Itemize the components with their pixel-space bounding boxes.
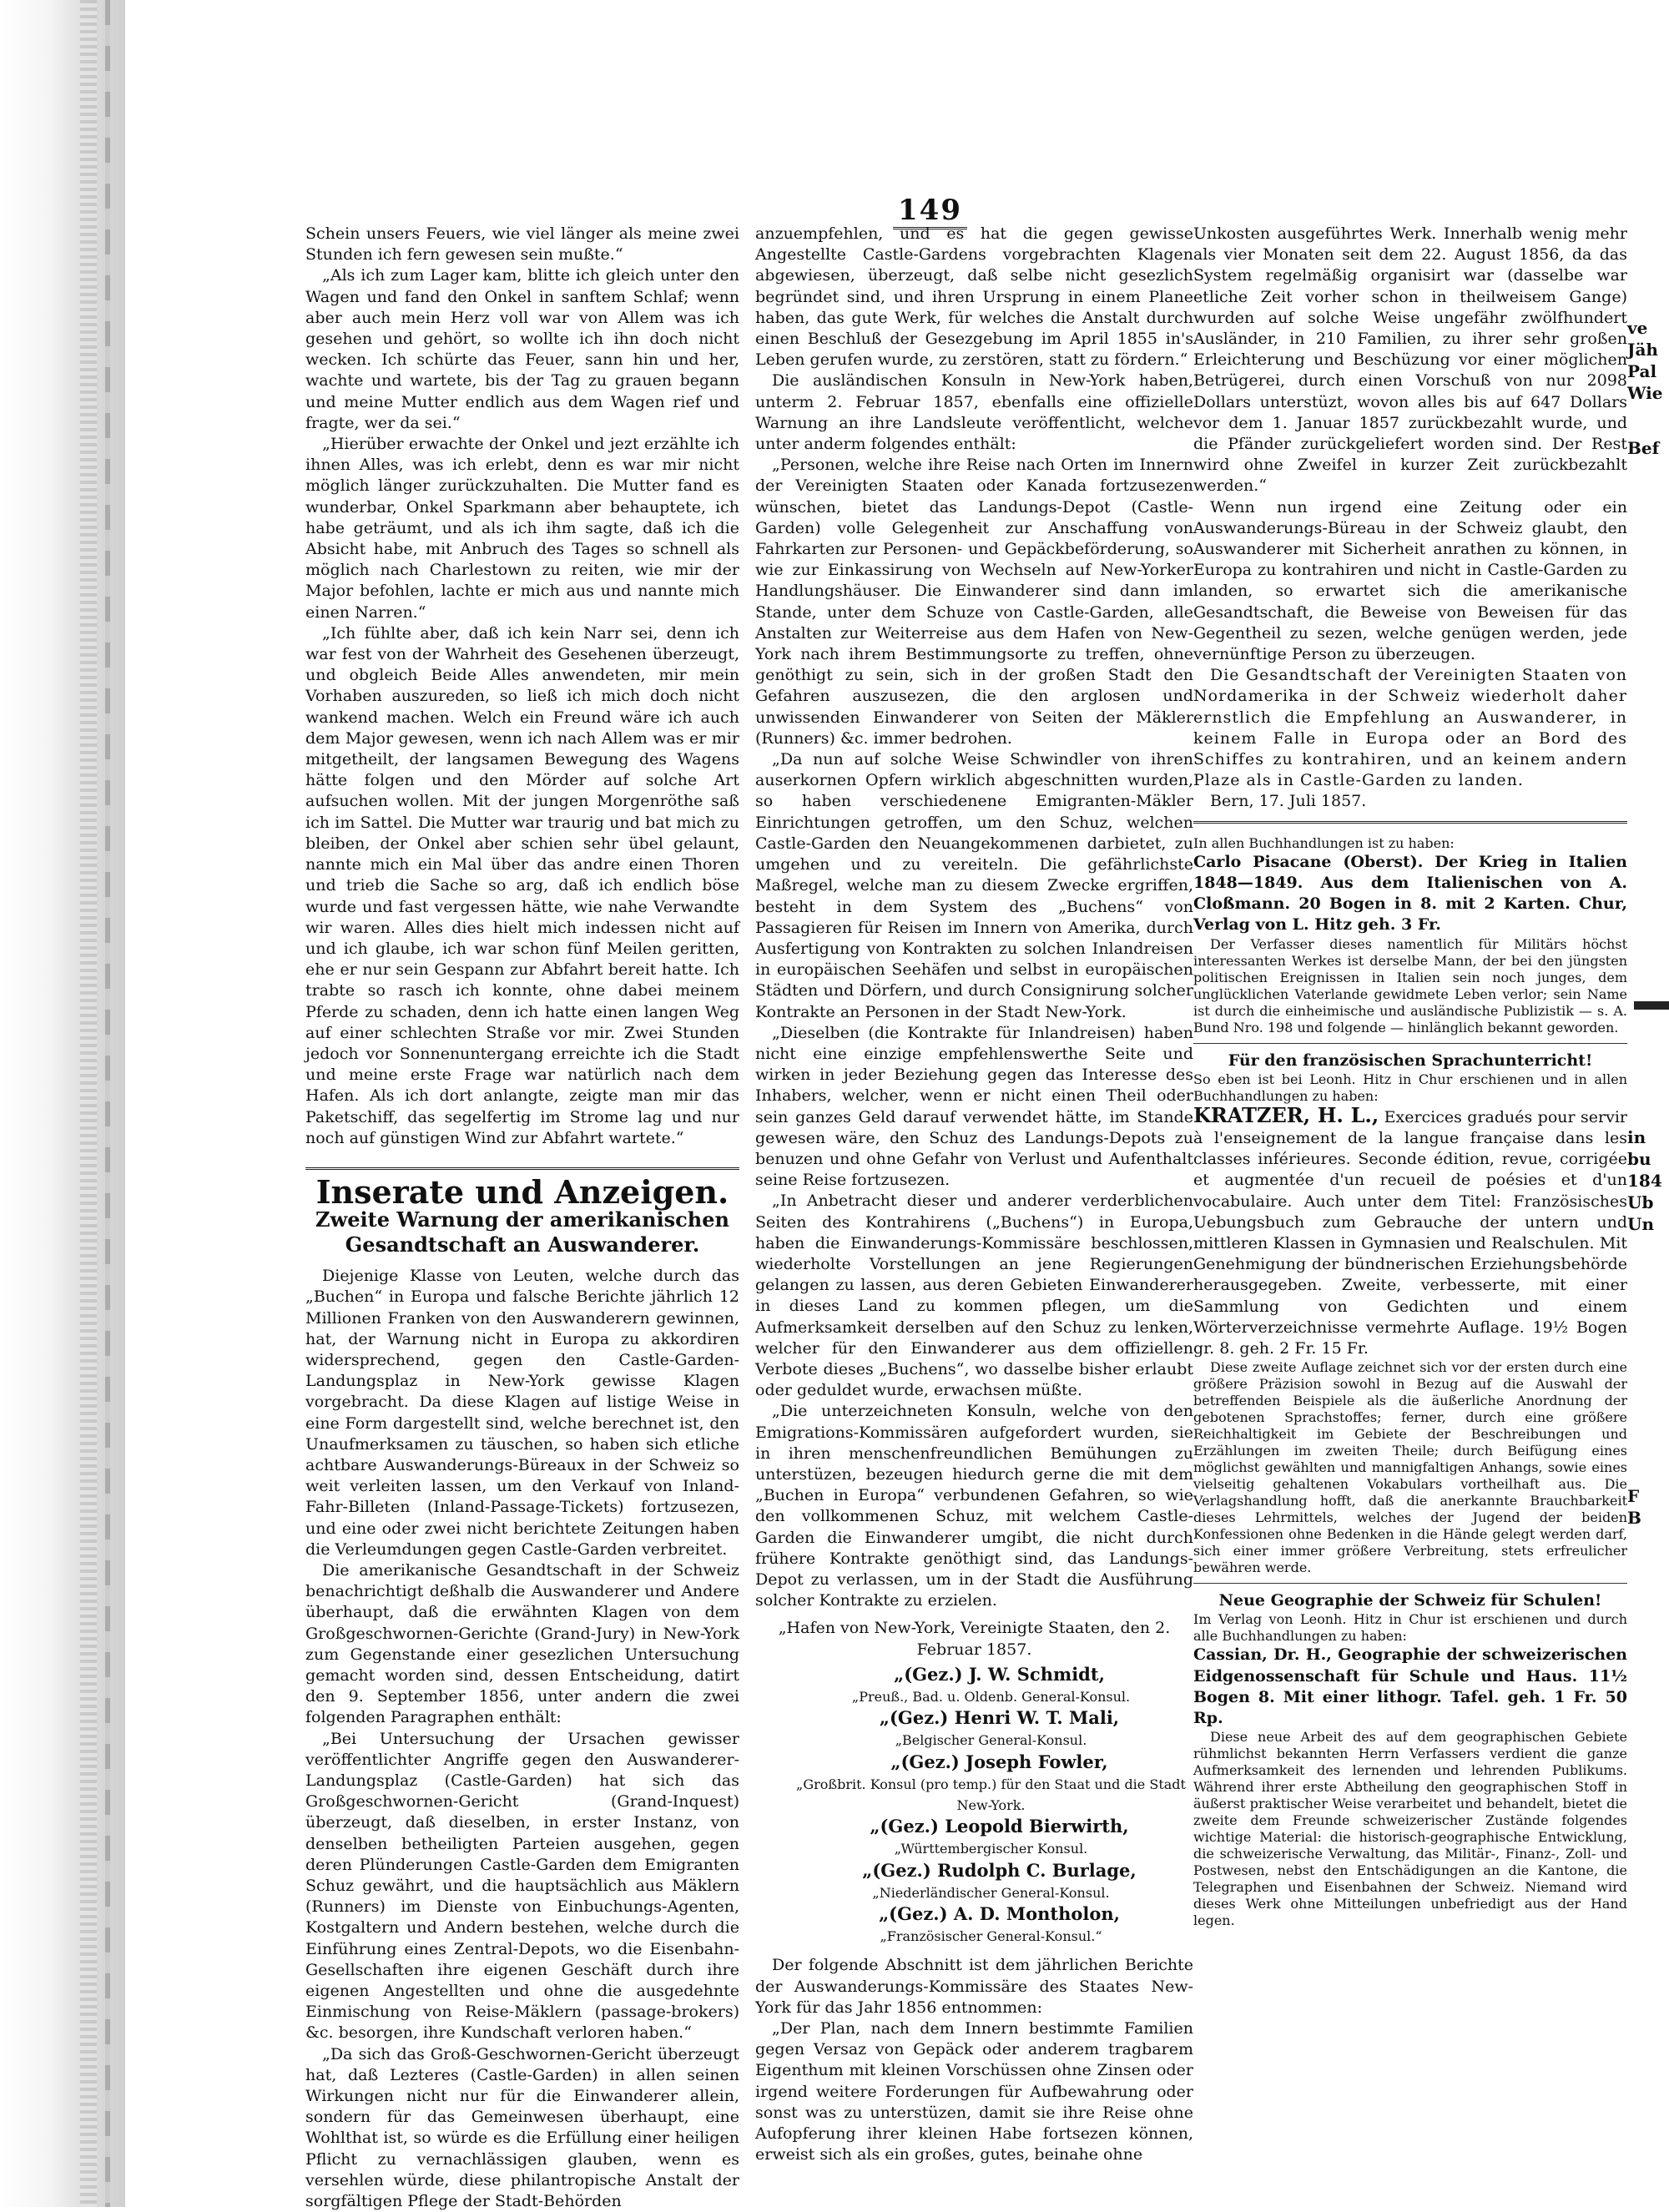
column-2 — [755, 224, 1193, 2165]
signature-role: „Großbrit. Konsul (pro temp.) für den Staat und die Stadt New-York. — [796, 1776, 1186, 1814]
ad-divider — [1193, 821, 1627, 824]
ad-paragraph: Die amerikanische Gesandtschaft in der Schweiz benachrichtigt deßhalb die Auswanderer und Andere überhaupt, daß die erwähnten Klagen von dem Großgeschwornen-Gerichte (Grand-Jury) in New-York zum Gegenstande einer gesezlichen Untersuchung gemacht worden sind, dessen Entscheidung, datirt den 9. September 1856, unter andern die zwei folgenden Paragraphen enthält: — [305, 1560, 739, 1727]
signature-role: „Französischer General-Konsul.“ — [880, 1928, 1102, 1945]
ad-book-title: Carlo Pisacane (Oberst). Der Krieg in Italien 1848—1849. Aus dem Italienischen von A. Cloßmann. 20 Bogen in 8. mit 2 Karten. Chur, Verlag von L. Hitz geh. 3 Fr. — [1193, 852, 1627, 935]
section-title: Inserate und Anzeigen. — [315, 1172, 729, 1211]
ad-paragraph: Diejenige Klasse von Leuten, welche durch das „Buchen“ in Europa und falsche Berichte jährlich 12 Millionen Franken von den Auswanderern gewinnen, hat, der Warnung nicht in Europa zu akkordiren widersprechend, gegen den Castle-Garden-Landungsplaz in New-York gewisse Klagen vorgebracht. Da diese Klagen auf listige Weise in eine Form dargestellt sind, welche berechnet ist, den Unaufmerksamen zu täuschen, so haben sich etliche achtbare Auswanderungs-Büreaux in der Schweiz so weit verleiten lassen, um den Verkauf von Inland-Fahr-Billeten (Inland-Passage-Tickets) fortzusezen, und eine oder zwei nicht berichtete Zeitungen haben die Verleumdungen gegen Castle-Garden verbreitet. — [305, 1267, 739, 1559]
col1-paragraph: „Ich fühlte aber, daß ich kein Narr sei, denn ich war fest von der Wahrheit des Gesehenen überzeugt, und obgleich Beide Alles anwendeten, mir mein Vorhaben auszureden, so ließ ich mich doch nicht wankend machen. Welch ein Freund wäre ich auch dem Major gewesen, wenn ich nach Allem was er mir mitgetheilt, der langsamen Bewegung des Wagens hätte folgen und den Mörder auf solche Art aufsuchen wollen. Mit der jungen Morgenröthe saß ich im Sattel. Die Mutter war traurig und bat mich zu bleiben, der Onkel aber schien sehr übel gelaunt, nannte mich ein Mal über das andre einen Thoren und trieb die Sache so arg, daß ich endlich böse wurde und fast vergessen hätte, wie nahe Verwandte wir waren. Alles dies hielt mich indessen nicht auf und ich glaube, ich war schon fünf Meilen geritten, ehe er nur sein Gespann zur Abfahrt bereit hatte. Ich trabte so rasch ich konnte, ohne dabei meinem Pferde zu schaden, denn ich hatte einen langen Weg auf einer schlechten Straße vor mir. Zwei Stunden jedoch vor Sonnenuntergang erreichte ich die Stadt und meine erste Frage war natürlich nach dem Hafen. Als ich dort anlangte, zeigte man mir das Paketschiff, das segelfertig im Strome lag und nur noch auf günstigen Wind zur Abfahrt wartete.“ — [305, 623, 739, 1147]
edge-fragment: ve — [1627, 318, 1648, 338]
edge-fragment: B — [1627, 1508, 1641, 1528]
col2-paragraph: „Dieselben (die Kontrakte für Inlandreisen) haben nicht eine einzige empfehlenswerthe Seite und wirken in jeder Beziehung gegen das Interesse des Inhabers, welcher, wenn er nicht einen Theil oder sein ganzes Geld darauf verwendet hätte, im Stande gewesen wäre, den Schuz des Landungs-Depots zu benuzen und ohne Gefahr von Verlust und Aufenthalt seine Reise fortzusezen. — [755, 1023, 1193, 1190]
ad-book-title: Exercices gradués pour servir à l'enseignement de la langue française dans les classes inférieures. Seconde édition, revue, corrigée et augmentée d'un recueil de poésies et d'un vocabulaire. Auch unter dem Titel: Französisches Uebungsbuch zum Gebrauche der untern und mittleren Klassen in Gymnasien und Realschulen. Mit Genehmigung der bündnerischen Erziehungsbehörde herausgegeben. Zweite, verbesserte, mit einer Sammlung von Gedichten und einem Wörterverzeichnisse vermehrte Auflage. 19½ Bogen gr. 8. geh. 2 Fr. 15 Fr. — [1193, 1107, 1627, 1358]
signature-role: „Belgischer General-Konsul. — [895, 1732, 1087, 1749]
column-1 — [305, 224, 739, 2212]
col2-paragraph: anzuempfehlen, und es hat die gegen gewisse Angestellte Castle-Gardens vorgebrachten Klagen abgewiesen, überzeugt, daß selbe nicht gesezlich begründet sind, und ihren Ursprung in einem Plane haben, das gute Werk, für welches die Anstalt durch einen Beschluß der Gesezgebung im April 1855 in's Leben gerufen wurde, zu zerstören, statt zu fördern.“ — [755, 224, 1193, 370]
page-number: 149 — [893, 194, 967, 229]
signature-block — [789, 1664, 1193, 1947]
col1-paragraph: Schein unsers Feuers, wie viel länger als meine zwei Stunden ich fern gewesen sein mußte.“ — [305, 224, 739, 265]
signature-name: „(Gez.) Henri W. T. Mali, — [879, 1707, 1120, 1729]
signature-role: „Preuß., Bad. u. Oldenb. General-Konsul. — [851, 1689, 1131, 1706]
edge-fragment: Bef — [1627, 438, 1660, 458]
ad-intro: Im Verlag von Leonh. Hitz in Chur ist erschienen und durch alle Buchhandlungen zu haben: — [1193, 1611, 1627, 1645]
signature-name: „(Gez.) Leopold Bierwirth, — [870, 1816, 1129, 1837]
signature-role: „Niederländischer General-Konsul. — [872, 1884, 1110, 1901]
edge-fragment: Un — [1627, 1214, 1654, 1234]
scanned-gutter — [0, 0, 125, 2207]
ad-intro: So eben ist bei Leonh. Hitz in Chur erschienen und in allen Buchhandlungen zu haben: — [1193, 1071, 1627, 1104]
edge-fragment: 184 — [1627, 1171, 1662, 1191]
report-paragraph: „Der Plan, nach dem Innern bestimmte Familien gegen Versaz von Gepäck oder anderem tragbarem Eigenthum mit kleinen Vorschüssen ohne Zinsen oder irgend weitere Forderungen für Aufbewahrung oder sonst was zu unterstüzen, damit sie ihre Reise ohne Aufopferung ihrer kleinen Habe fortsezen können, erweist sich als ein großes, gutes, beinahe ohne — [755, 2019, 1193, 2164]
edge-fragment: in — [1627, 1127, 1646, 1147]
edge-rule — [1634, 1001, 1669, 1010]
section-divider — [305, 1167, 739, 1170]
signature-name: „(Gez.) A. D. Montholon, — [879, 1903, 1120, 1925]
ad-book-entry — [1193, 1102, 1627, 1359]
ad-title: Zweite Warnung der amerikanischen Gesandtschaft an Auswanderer. — [315, 1207, 729, 1257]
ad-book-title: Cassian, Dr. H., Geographie der schweizerischen Eidgenossenschaft für Schule und Haus. 11½ Bogen 8. Mit einer lithogr. Tafel. geh. 1 Fr. 50 Rp. — [1193, 1645, 1627, 1727]
ad-paragraph: „Bei Untersuchung der Ursachen gewisser veröffentlichter Angriffe gegen den Auswanderer-Landungsplaz (Castle-Garden) hat sich das Großgeschwornen-Gericht (Grand-Inquest) überzeugt, daß dieselben, in erster Instanz, von denselben betheiligten Parteien ausgehen, gegen deren Plünderungen Castle-Garden dem Emigranten Schuz gewährt, und die hauptsächlich aus Mäklern (Runners) im Dienste von Einbuchungs-Agenten, Kostgaltern und Andern bestehen, welche durch die Einführung eines Zentral-Depots, wo die Eisenbahn-Gesellschaften ihre eigenen Geschäft durch ihre eigenen Angestellten und ohne die ausgedehnte Einmischung von Reise-Mäklern (passage-brokers) &c. besorgen, ihre Kundschaft verloren haben.“ — [305, 1729, 739, 2043]
col2-paragraph: „Da nun auf solche Weise Schwindler von ihren auserkornen Opfern wirklich abgeschnitten wurden, so haben verschiedenene Emigranten-Mäkler Einrichtungen getroffen, um den Schuz, welchen Castle-Garden den Neuangekommenen darbietet, zu umgehen und zu vereiteln. Die gefährlichste Maßregel, welche man zu diesem Zwecke ergriffen, besteht in dem System des „Buchens“ von Passagieren für Reisen im Innern von Amerika, durch Ausfertigung von Kontrakten zu solchen Inlandreisen in europäischen Seehäfen und selbst in europäischen Städten und Dörfern, und durch Consignirung solcher Kontrakte an Personen in der Stadt New-York. — [755, 750, 1193, 1021]
signature — [789, 1903, 1193, 1947]
ad-divider — [1193, 1043, 1627, 1044]
place-date: „Hafen von New-York, Vereinigte Staaten, den 2. Februar 1857. — [778, 1619, 1171, 1659]
gutter-shadow — [80, 0, 97, 2207]
adjacent-page-fragment — [1627, 317, 1669, 1529]
ad-paragraph: „Da sich das Groß-Geschwornen-Gericht überzeugt hat, daß Lezteres (Castle-Garden) in allen seinen Wirkungen nicht nur für die Einwanderer allein, sondern für das Gemeinwesen überhaupt, eine Wohlthat ist, so würde es die Erfüllung einer heiligen Pflicht zu vernachlässigen glauben, wenn es versehlen würde, diese philantropische Anstalt der sorgfältigen Pflege der Stadt-Behörden — [305, 2044, 739, 2211]
col1-paragraph: „Hierüber erwachte der Onkel und jezt erzählte ich ihnen Alles, was ich erlebt, denn es war mir nicht möglich länger zurückzuhalten. Die Mutter fand es wunderbar, Onkel Sparkmann aber behauptete, ich habe geträumt, und als ich ihm sagte, daß ich die Absicht habe, mit Anbruch des Tages so schnell als möglich nach Charlestown zu reiten, wie mir der Major befohlen, lachte er mich aus und nannte mich einen Narren.“ — [305, 435, 739, 622]
signature — [789, 1751, 1193, 1816]
ad-text: Diese neue Arbeit des auf dem geographischen Gebiete rühmlichst bekannten Herrn Verfassers verdient die ganze Aufmerksamkeit des lernenden und lehrenden Publikums. Während ihrer erste Abtheilung den geographischen Stoff in äußerst praktischer Weise verarbeitet und behandelt, bietet die zweite dem Freunde schweizerischer Zustände folgendes wichtige Material: die historisch-geographische Entwicklung, die schweizerische Verwaltung, das Militär-, Finanz-, Zoll- und Postwesen, nebst den Entschädigungen an die Kantone, die Telegraphen und Eisenbahnen der Schweiz. Niemand wird dieses Werk ohne Mitteilungen unbefriedigt aus der Hand legen. — [1193, 1729, 1627, 1929]
dateline: Bern, 17. Juli 1857. — [1210, 792, 1367, 811]
signature — [789, 1816, 1193, 1859]
col2-paragraph: „In Anbetracht dieser und anderer verderblichen Seiten des Kontrahirens („Buchens“) in Europa, haben die Einwanderungs-Kommissäre beschlossen, wiederholte Vorstellungen an jene Regierungen gelangen zu lassen, aus deren Gebieten Einwanderer in dieses Land zu kommen pflegen, um die Aufmerksamkeit derselben auf den Schuz zu lenken, welcher für den Einwanderer aus dem offiziellen Verbote dieses „Buchens“, wo dasselbe bisher erlaubt oder geduldet wurde, erwachsen müßte. — [755, 1192, 1193, 1400]
edge-fragment: F — [1627, 1486, 1640, 1506]
signature — [789, 1664, 1193, 1707]
ad-intro: In allen Buchhandlungen ist zu haben: — [1193, 834, 1455, 851]
edge-fragment: Wie — [1627, 383, 1663, 403]
col3-paragraph: Die Gesandtschaft der Vereinigten Staaten von Nordamerika in der Schweiz wiederholt daher ernstlich die Empfehlung an Auswanderer, in keinem Falle in Europa oder an Bord des Schiffes zu kontrahiren, und an keinem andern Plaze als in Castle-Garden zu landen. — [1193, 666, 1627, 790]
col1-paragraph: „Als ich zum Lager kam, blitte ich gleich unter den Wagen und fand den Onkel in sanftem Schlaf; wenn aber auch mein Herz voll war von Allem was ich gesehen und gehört, so wollte ich ihn doch nicht wecken. Ich schürte das Feuer, sann hin und her, wachte und wartete, bis der Tag zu grauen begann und meine Mutter endlich aus dem Wagen rief und fragte, wer da sei.“ — [305, 266, 739, 432]
column-3 — [1193, 224, 1627, 1929]
edge-fragment: Jäh — [1627, 340, 1658, 360]
col2-paragraph: „Personen, welche ihre Reise nach Orten im Innern der Vereinigten Staaten oder Kanada fortzusezen wünschen, bietet das Landungs-Depot (Castle-Garden) volle Gelegenheit zur Anschaffung von Fahrkarten zur Personen- und Gepäckbeförderung, so wie zur Einkassirung von Wechseln auf New-Yorker Handlungshäuser. Die Einwanderer sind dann im Stande, unter dem Schuze von Castle-Garden, alle Anstalten zur Weiterreise aus dem Hafen von New-York nach ihrem Bestimmungsorte zu treffen, ohne genöthigt zu sein, sich in der großen Stadt den Gefahren auszusezen, die den arglosen und unwissenden Einwanderer von Seiten der Mäkler (Runners) &c. immer bedrohen. — [755, 456, 1193, 748]
signature — [789, 1860, 1193, 1903]
signature-name: „(Gez.) Joseph Fowler, — [890, 1751, 1108, 1772]
col2-paragraph: Die ausländischen Konsuln in New-York haben, unterm 2. Februar 1857, ebenfalls eine offizielle Warnung an ihre Landsleute veröffentlicht, welche unter anderm folgendes enthält: — [755, 371, 1193, 454]
edge-fragment: Ub — [1627, 1192, 1654, 1212]
col2-paragraph: „Die unterzeichneten Konsuln, welche von den Emigrations-Kommissären aufgefordert wurden, sie in ihren menschenfreundlichen Bemühungen zu unterstüzen, bezeugen hiedurch gerne die mit dem „Buchen in Europa“ verbundenen Gefahren, so wie den vollkommenen Schuz, mit welchem Castle-Garden die Einwanderer umgibt, die nicht durch frühere Kontrakte genöthigt sind, das Landungs-Depot zu verlassen, um in der Stadt die Ausführung solcher Kontrakte zu erzielen. — [755, 1402, 1193, 1610]
ad-heading: Neue Geographie der Schweiz für Schulen! — [1218, 1591, 1602, 1610]
report-paragraph: Der folgende Abschnitt ist dem jährlichen Berichte der Auswanderungs-Kommissäre des Staates New-York für das Jahr 1856 entnommen: — [755, 1956, 1193, 2017]
col3-paragraph: Unkosten ausgeführtes Werk. Innerhalb wenig mehr als vier Monaten seit dem 22. August 1856, da das System regelmäßig organisirt war (dasselbe war etliche Zeit vorher schon in theilweisem Gange) wurden auf solche Weise ungefähr zwölfhundert Ausländer, in 210 Familien, zu ihrer sehr großen Erleichterung und Beschüzung vor einer möglichen Betrügerei, durch einen Vorschuß von nur 2098 Dollars unterstüzt, wovon alles bis auf 647 Dollars vor dem 1. Januar 1857 zurückbezahlt wurde, und die Pfänder zurückgeliefert worden sind. Der Rest wird ohne Zweifel in kurzer Zeit zurückbezahlt werden.“ — [1193, 224, 1627, 496]
ad-heading: Für den französischen Sprachunterricht! — [1228, 1051, 1593, 1070]
ad-divider — [1193, 1583, 1627, 1584]
edge-fragment: bu — [1627, 1149, 1651, 1169]
edge-fragment: Pal — [1627, 361, 1657, 381]
ad-text: Der Verfasser dieses namentlich für Militärs höchst interessanten Werkes ist derselbe Mann, der bei den jüngsten politischen Ereignissen in Italien sein noch junges, dem unglücklichen Vaterlande gewidmete Leben verlor; sein Name ist durch die einheimische und ausländische Publizistik — s. A. Bund Nro. 198 und folgende — hinlänglich bekannt geworden. — [1193, 935, 1627, 1035]
ad-author: KRATZER, H. L., — [1193, 1102, 1379, 1127]
ad-text: Diese zweite Auflage zeichnet sich vor der ersten durch eine größere Präzision sowohl in Bezug auf die Auswahl der betreffenden Beispiele als die äußerliche Anordnung der gebotenen Sprachstoffes; ferner, durch eine größere Reichhaltigkeit im Gebiete der Beschreibungen und Erzählungen im zweiten Theile; durch Beifügung eines möglichst gewählten und mannigfaltigen Anhangs, sowie eines vielseitig gehaltenen Vokabulars vortheilhaft aus. Die Verlagshandlung hofft, daß die anerkannte Brauchbarkeit dieses Lehrmittels, welches der Jugend der beiden Konfessionen ohne Bedenken in die Hände gelegt werden darf, sich einer immer größere Verbreitung, stets erfreulicher bewähren werde. — [1193, 1359, 1627, 1576]
signature-name: „(Gez.) Rudolph C. Burlage, — [862, 1859, 1137, 1881]
col3-paragraph: Wenn nun irgend eine Zeitung oder ein Auswanderungs-Büreau in der Schweiz glaubt, den Auswanderer mit Sicherheit anrathen zu können, in Europa zu kontrahiren und nicht in Castle-Garden zu landen, so erwartet sich die amerikanische Gesandtschaft, die Beweise von Beweisen für das Gegentheil zu sezen, welche genügen werden, jede vernünftige Person zu überzeugen. — [1193, 497, 1627, 664]
signature-role: „Württembergischer Konsul. — [894, 1841, 1088, 1857]
signature — [789, 1707, 1193, 1751]
signature-name: „(Gez.) J. W. Schmidt, — [894, 1663, 1105, 1685]
